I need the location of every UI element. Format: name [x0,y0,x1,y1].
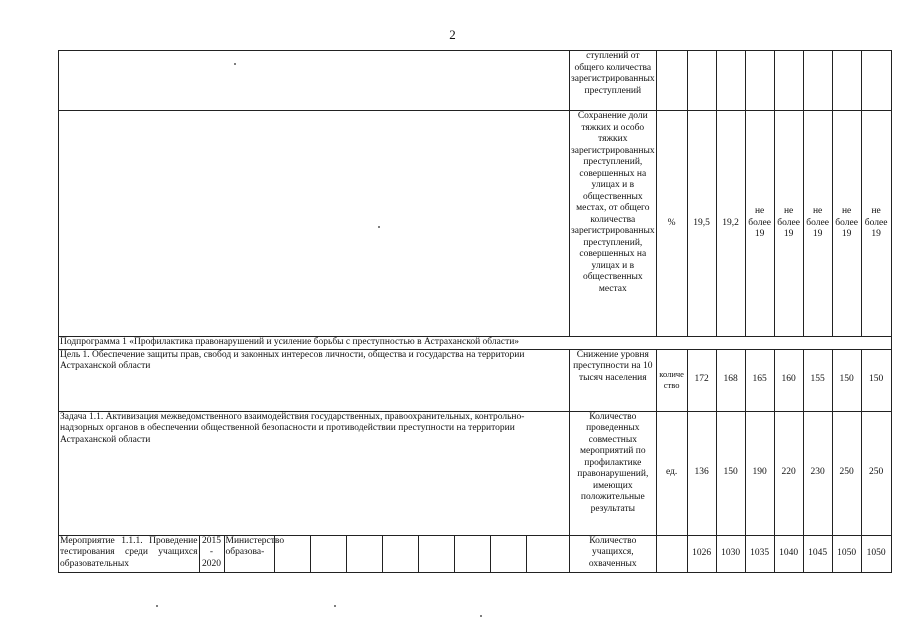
empty-cell [59,51,570,111]
page-number: 2 [449,27,456,42]
value-cell: 190 [745,411,774,535]
measure-executor: Министерство образова- [224,536,274,572]
empty-cell [454,536,490,572]
value-cell [861,51,891,111]
value-cell: 230 [803,411,832,535]
unit-cell [656,51,687,111]
table-row [59,535,892,572]
unit-cell: количество [656,349,687,411]
value-cell: 1050 [861,535,891,572]
value-cell: 150 [832,349,861,411]
unit-cell [656,535,687,572]
measure-cell [59,535,570,572]
value-cell: 220 [774,411,803,535]
scan-speck [156,605,158,607]
value-cell: 136 [687,411,716,535]
value-cell: 250 [832,411,861,535]
value-cell: 1030 [716,535,745,572]
measure-title: Мероприятие 1.1.1. Проведение тестирования среди учащихся образовательных [59,536,199,572]
value-cell: 160 [774,349,803,411]
value-cell: не более 19 [774,111,803,337]
empty-cell [490,536,526,572]
measure-years: 2015 - 2020 [199,536,224,572]
value-cell: 19,2 [716,111,745,337]
value-cell: 1040 [774,535,803,572]
unit-cell: ед. [656,411,687,535]
empty-cell [418,536,454,572]
empty-cell [346,536,382,572]
value-cell: 150 [861,349,891,411]
table-row [59,111,892,337]
value-cell [745,51,774,111]
value-cell: 250 [861,411,891,535]
table-row [59,349,892,411]
table-row [59,411,892,535]
value-cell: 155 [803,349,832,411]
task-title: Задача 1.1. Активизация межведомственного взаимодействия государственных, правоохранительных, контрольно-надзорных органов в обеспечении общественной безопасности и противодействии преступности на территории Астраханской области [59,411,570,535]
indicator-cell: ступлений от общего количества зарегистрированных преступлений [570,51,657,111]
measure-subtable [59,536,569,572]
indicators-table [58,50,892,573]
indicator-cell: Сохранение доли тяжких и особо тяжких зарегистрированных преступлений, совершенных на улицах и в общественных местах, от общего количества зарегистрированных преступлений, совершенных на улицах и в общественных местах [570,111,657,337]
empty-cell [526,536,569,572]
value-cell [803,51,832,111]
subprogram-title: Подпрограмма 1 «Профилактика правонарушений и усиление борьбы с преступностью в Астраханской области» [59,337,892,350]
table-row [59,337,892,350]
value-cell [687,51,716,111]
value-cell: 1050 [832,535,861,572]
value-cell: 1026 [687,535,716,572]
indicator-cell: Количество проведенных совместных мероприятий по профилактике правонарушений, имеющих положительные результаты [570,411,657,535]
value-cell: 1045 [803,535,832,572]
value-cell [774,51,803,111]
value-cell: 19,5 [687,111,716,337]
scan-speck [480,615,482,617]
value-cell: 150 [716,411,745,535]
value-cell: 165 [745,349,774,411]
indicator-cell: Снижение уровня преступности на 10 тысяч населения [570,349,657,411]
table-row [59,51,892,111]
scan-speck [334,605,336,607]
indicator-cell: Количество учащихся, охваченных [570,535,657,572]
empty-cell [310,536,346,572]
goal-title: Цель 1. Обеспечение защиты прав, свобод и законных интересов личности, общества и государства на территории Астраханской области [59,349,570,411]
empty-cell [59,111,570,337]
value-cell: не более 19 [832,111,861,337]
value-cell: не более 19 [745,111,774,337]
value-cell: не более 19 [861,111,891,337]
value-cell [832,51,861,111]
empty-cell [382,536,418,572]
value-cell: 172 [687,349,716,411]
value-cell [716,51,745,111]
value-cell: 168 [716,349,745,411]
value-cell: 1035 [745,535,774,572]
unit-cell: % [656,111,687,337]
value-cell: не более 19 [803,111,832,337]
